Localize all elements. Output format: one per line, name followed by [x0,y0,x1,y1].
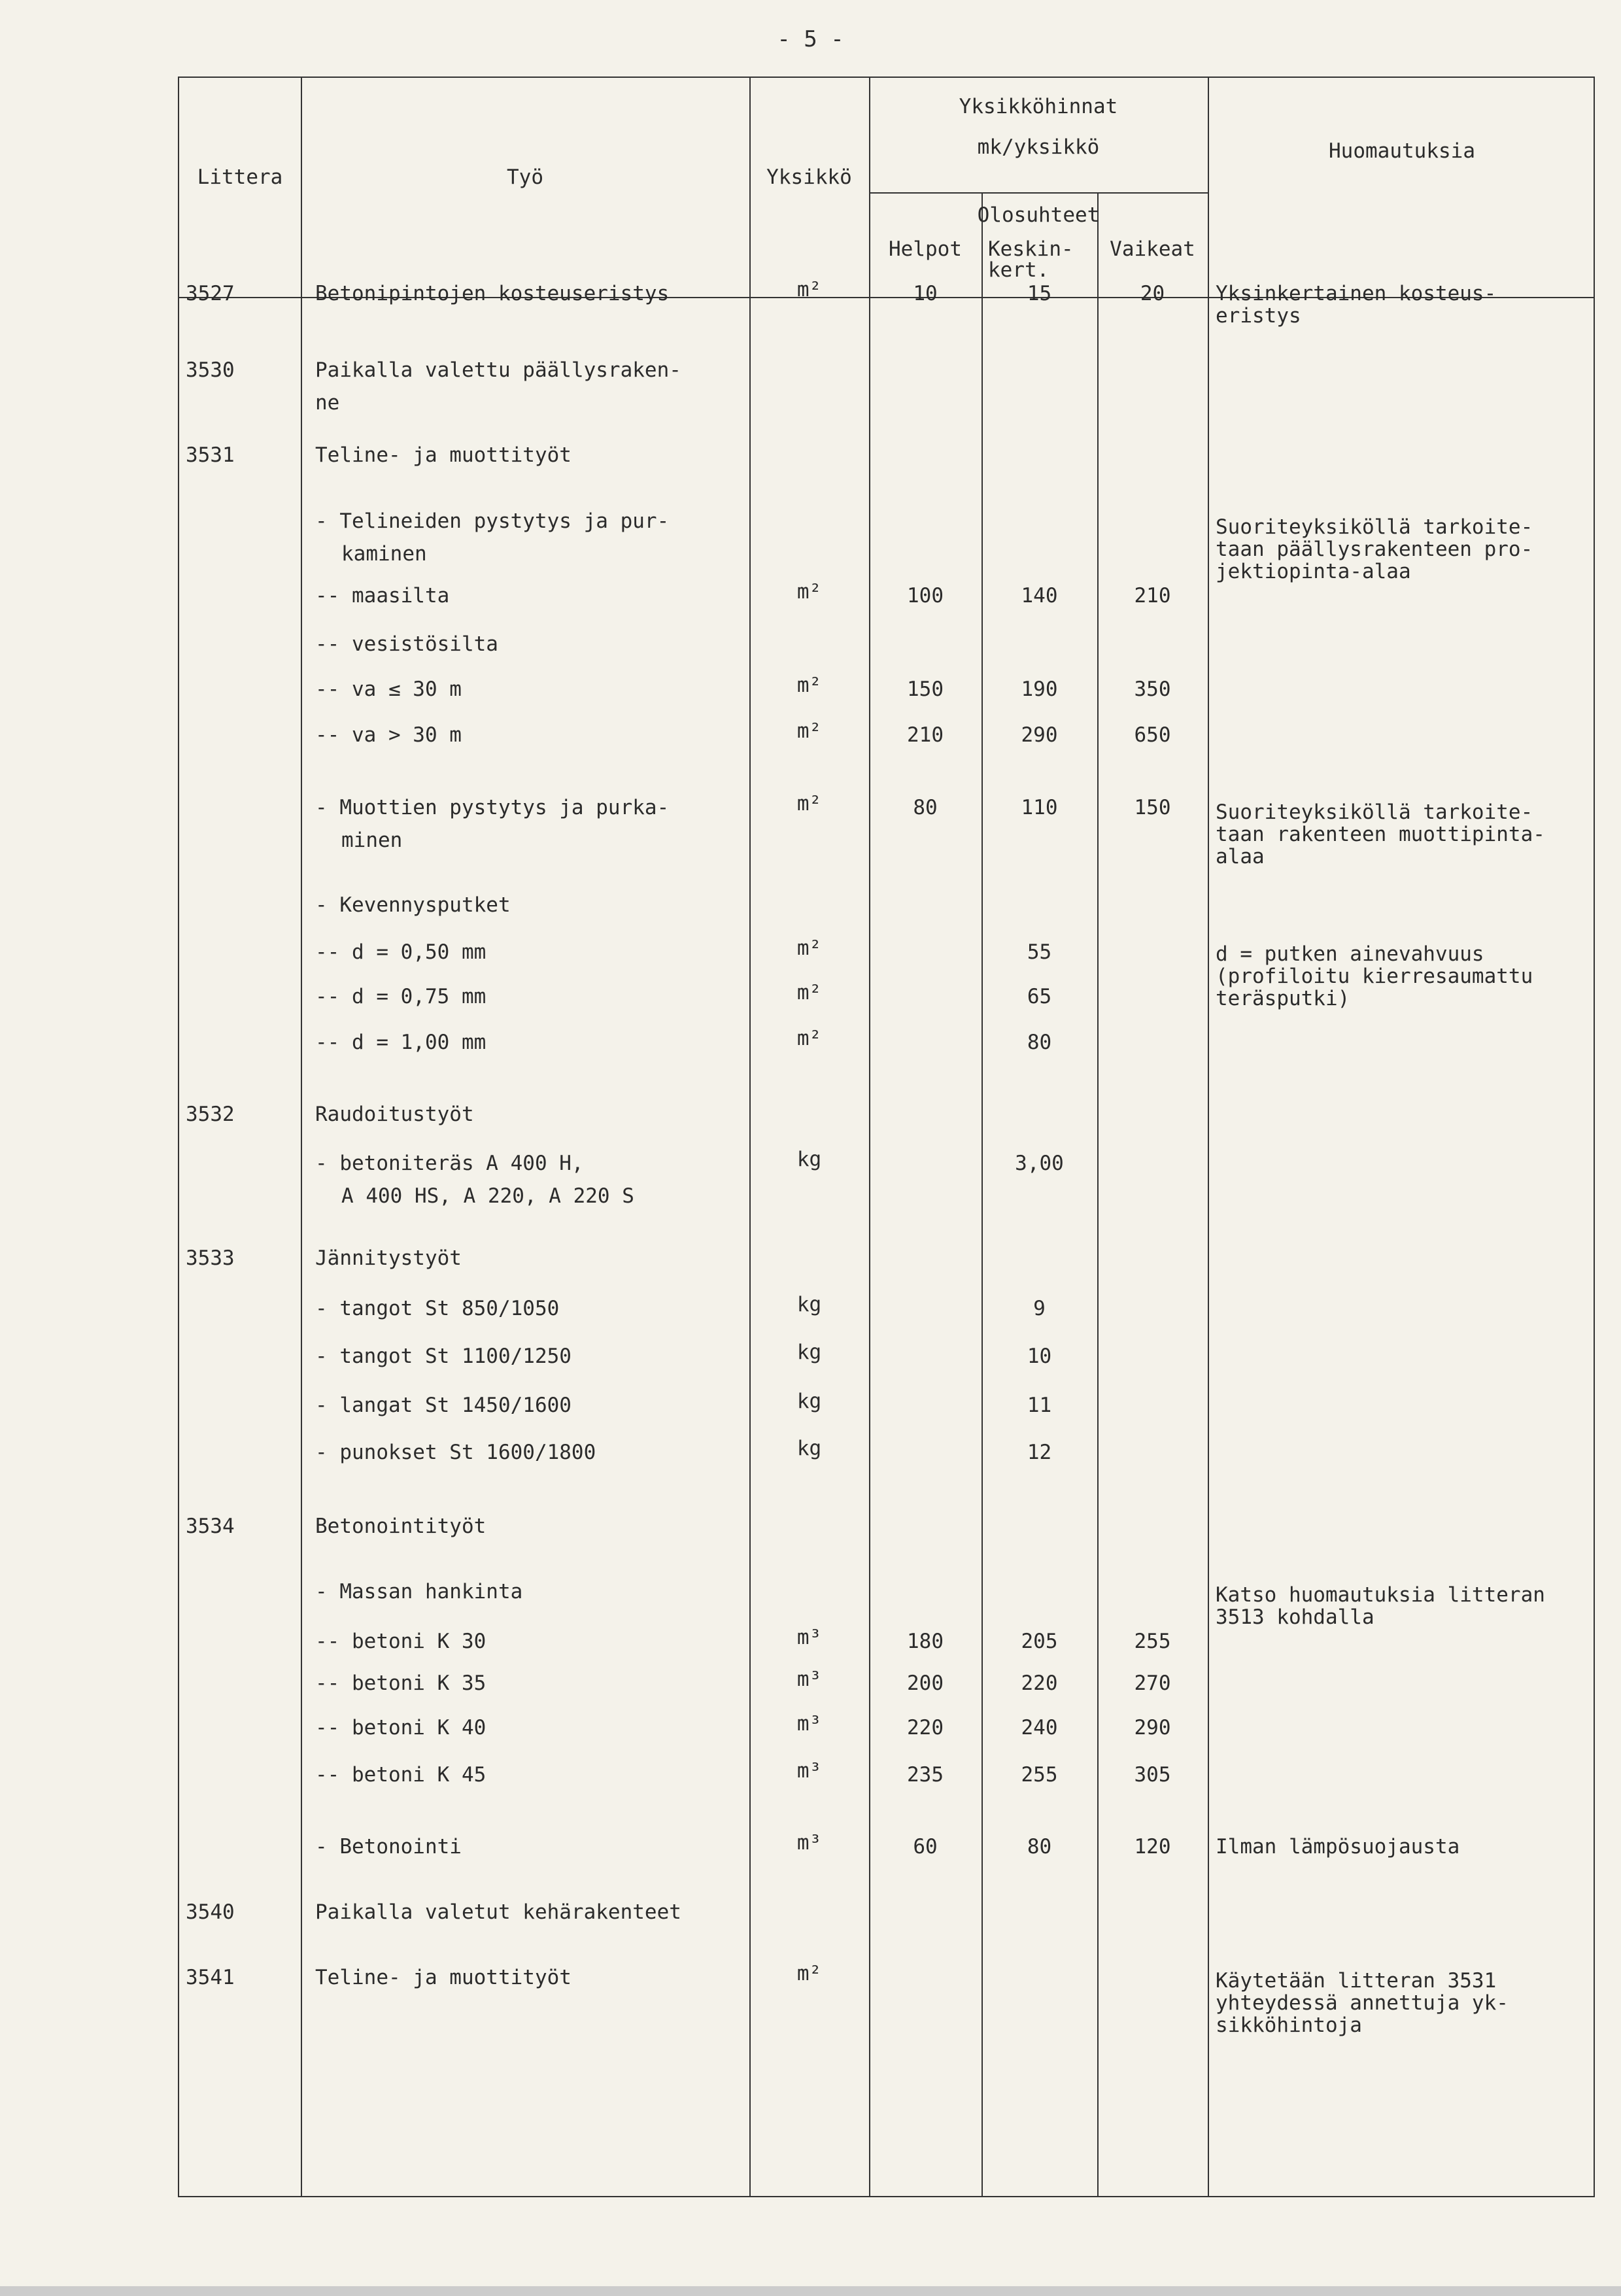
header-huomautuksia: Huomautuksia [1329,139,1475,163]
work-description-cont: A 400 HS, A 220, A 220 S [341,1184,634,1208]
remark-line: 3513 kohdalla [1216,1605,1374,1629]
price-helpot: 10 [913,282,938,305]
price-helpot: 150 [907,677,944,701]
work-description: -- betoni K 40 [315,1716,486,1739]
unit-cell: m² [796,580,822,604]
price-helpot: 100 [907,584,944,608]
price-keskin: 65 [1027,985,1052,1008]
littera-code: 3540 [186,1900,235,1924]
remark-line: d = putken ainevahvuus [1216,942,1484,966]
price-keskin: 255 [1021,1763,1058,1787]
price-vaikeat: 350 [1134,677,1171,701]
price-keskin: 240 [1021,1716,1058,1739]
work-description: -- d = 0,50 mm [315,940,486,964]
price-keskin: 12 [1027,1441,1052,1464]
unit-cell: m² [796,719,822,743]
work-description: -- va ≤ 30 m [315,677,462,701]
work-description: Teline- ja muottityöt [315,443,572,467]
price-keskin: 140 [1021,584,1058,608]
work-description: -- d = 1,00 mm [315,1031,486,1054]
price-keskin: 3,00 [1015,1152,1064,1175]
littera-code: 3527 [186,282,235,305]
price-vaikeat: 210 [1134,584,1171,608]
price-keskin: 10 [1027,1345,1052,1368]
unit-cell: m³ [796,1668,822,1691]
unit-cell: m³ [796,1831,822,1855]
price-keskin: 190 [1021,677,1058,701]
col-divider [1208,78,1209,2196]
remark-line: Ilman lämpösuojausta [1216,1835,1460,1859]
header-littera: Littera [197,165,283,189]
price-vaikeat: 120 [1134,1835,1171,1859]
unit-cell: m³ [796,1759,822,1783]
littera-code: 3530 [186,358,235,382]
price-vaikeat: 650 [1134,723,1171,747]
unit-cell: m³ [796,1626,822,1649]
price-keskin: 80 [1027,1835,1052,1859]
price-vaikeat: 20 [1140,282,1165,305]
price-keskin: 290 [1021,723,1058,747]
work-description: - Massan hankinta [315,1580,523,1603]
header-yksikko: Yksikkö [766,165,852,189]
price-keskin: 80 [1027,1031,1052,1054]
work-description: - Kevennysputket [315,893,511,917]
olosuhteet-divider [869,192,1208,194]
price-vaikeat: 270 [1134,1671,1171,1695]
price-helpot: 60 [913,1835,938,1859]
price-keskin: 205 [1021,1630,1058,1653]
work-description-cont: ne [315,391,340,415]
work-description: -- d = 0,75 mm [315,985,486,1008]
work-description: Paikalla valetut kehärakenteet [315,1900,681,1924]
price-vaikeat: 290 [1134,1716,1171,1739]
unit-cell: kg [796,1148,822,1171]
price-helpot: 220 [907,1716,944,1739]
littera-code: 3533 [186,1246,235,1270]
littera-code: 3531 [186,443,235,467]
remark-line: eristys [1216,304,1301,328]
unit-cell: m² [796,936,822,960]
work-description: - Betonointi [315,1835,462,1859]
col-divider [1097,192,1099,2196]
header-keskinkert: Keskin- [988,237,1074,261]
work-description: Jännitystyöt [315,1246,462,1270]
littera-code: 3534 [186,1515,235,1538]
price-helpot: 80 [913,796,938,819]
unit-cell: kg [796,1341,822,1364]
unit-cell: m² [796,1027,822,1050]
price-vaikeat: 255 [1134,1630,1171,1653]
header-mk-yksikko: mk/yksikkö [977,135,1100,159]
price-helpot: 200 [907,1671,944,1695]
remark-line: Katso huomautuksia litteran [1216,1583,1545,1607]
header-vaikeat: Vaikeat [1110,237,1195,261]
remark-line: yhteydessä annettuja yk- [1216,1991,1509,2015]
header-helpot: Helpot [889,237,962,261]
remark-line: Yksinkertainen kosteus- [1216,282,1497,305]
work-description: -- vesistösilta [315,632,498,656]
price-keskin: 110 [1021,796,1058,819]
price-helpot: 235 [907,1763,944,1787]
work-description: Paikalla valettu päällysraken- [315,358,681,382]
header-tyo: Työ [507,165,543,189]
col-divider [981,192,983,2196]
scan-edge [0,2286,1621,2296]
remark-line: alaa [1216,845,1265,868]
work-description: -- betoni K 30 [315,1630,486,1653]
work-description: Betonointityöt [315,1515,486,1538]
price-table [178,77,1595,2197]
remark-line: Suoriteyksiköllä tarkoite- [1216,515,1533,539]
price-keskin: 11 [1027,1394,1052,1417]
col-divider [749,78,751,2196]
work-description: - tangot St 1100/1250 [315,1345,572,1368]
price-keskin: 15 [1027,282,1052,305]
header-olosuhteet: Olosuhteet [977,203,1100,227]
unit-cell: m² [796,981,822,1004]
unit-cell: kg [796,1390,822,1413]
work-description: - punokset St 1600/1800 [315,1441,596,1464]
header-yksikkohinnat: Yksikköhinnat [959,95,1118,118]
work-description: -- va > 30 m [315,723,462,747]
work-description-cont: minen [341,829,403,852]
remark-line: teräsputki) [1216,987,1350,1010]
remark-line: (profiloitu kierresaumattu [1216,965,1533,988]
unit-cell: kg [796,1437,822,1460]
remark-line: taan päällysrakenteen pro- [1216,538,1533,561]
work-description: - Muottien pystytys ja purka- [315,796,670,819]
work-description: - tangot St 850/1050 [315,1297,560,1320]
col-divider [869,78,870,2196]
work-description: Raudoitustyöt [315,1103,474,1126]
remark-line: Käytetään litteran 3531 [1216,1969,1497,1993]
price-helpot: 210 [907,723,944,747]
price-keskin: 55 [1027,940,1052,964]
remark-line: Suoriteyksiköllä tarkoite- [1216,800,1533,824]
work-description: - langat St 1450/1600 [315,1394,572,1417]
remark-line: taan rakenteen muottipinta- [1216,823,1545,846]
work-description: Teline- ja muottityöt [315,1966,572,1989]
price-vaikeat: 150 [1134,796,1171,819]
work-description: - Telineiden pystytys ja pur- [315,509,670,533]
littera-code: 3532 [186,1103,235,1126]
work-description: - betoniteräs A 400 H, [315,1152,584,1175]
work-description: Betonipintojen kosteuseristys [315,282,670,305]
work-description: -- betoni K 45 [315,1763,486,1787]
price-vaikeat: 305 [1134,1763,1171,1787]
unit-cell: m² [796,792,822,815]
page-number: - 5 - [777,26,844,52]
remark-line: sikköhintoja [1216,2013,1362,2037]
unit-cell: m² [796,1962,822,1985]
work-description: -- maasilta [315,584,450,608]
unit-cell: m² [796,674,822,697]
price-keskin: 9 [1033,1297,1046,1320]
unit-cell: m² [796,278,822,301]
work-description: -- betoni K 35 [315,1671,486,1695]
remark-line: jektiopinta-alaa [1216,560,1411,583]
work-description-cont: kaminen [341,542,427,566]
col-divider [301,78,302,2196]
unit-cell: m³ [796,1712,822,1736]
unit-cell: kg [796,1293,822,1316]
header-keskinkert-2: kert. [988,258,1049,282]
littera-code: 3541 [186,1966,235,1989]
price-keskin: 220 [1021,1671,1058,1695]
price-helpot: 180 [907,1630,944,1653]
